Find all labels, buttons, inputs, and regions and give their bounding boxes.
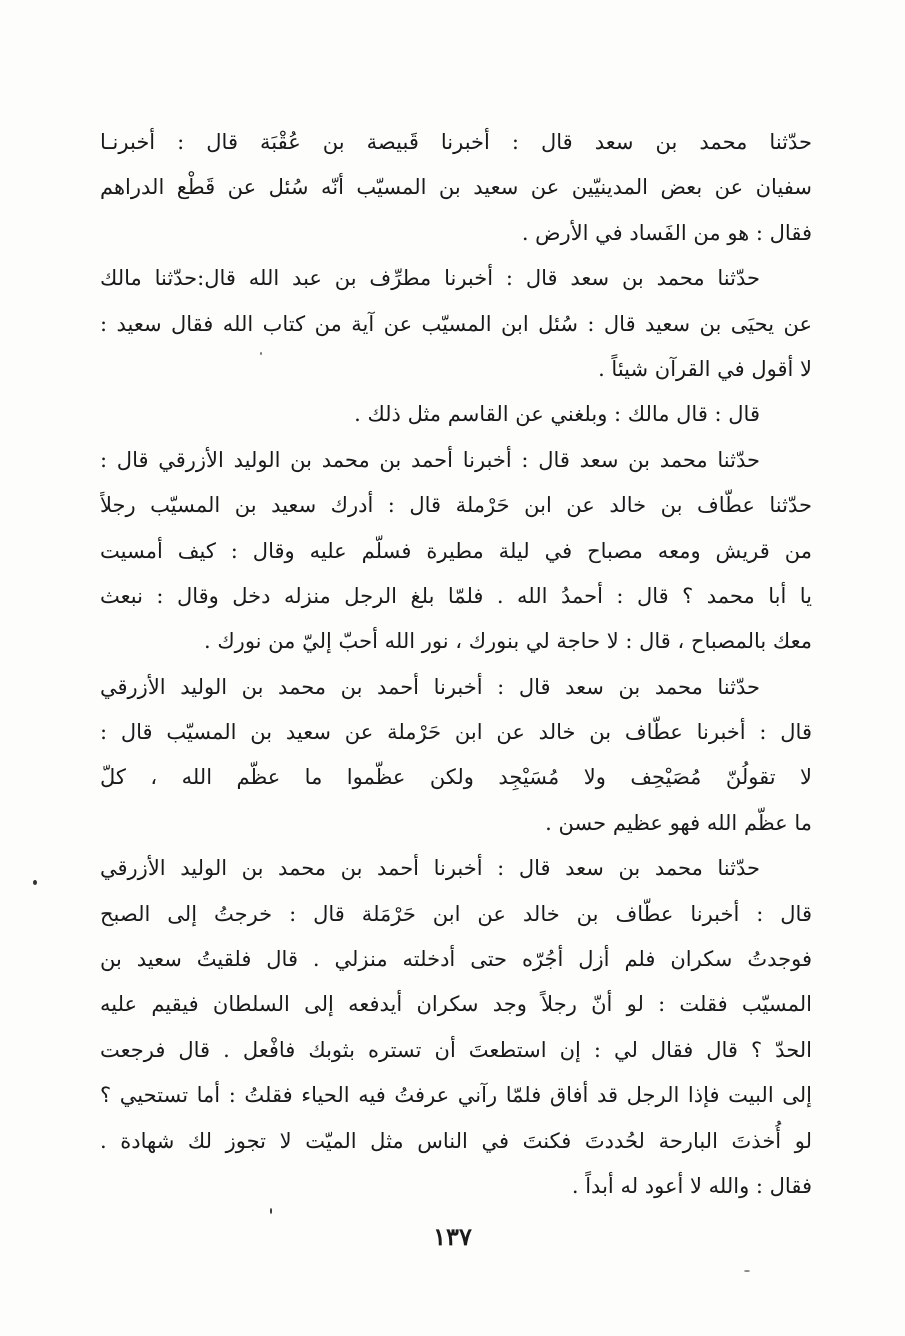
text-line: حدّثنا عطّاف بن خالد عن ابن حَرْملة قال : أدرك سعيد بن المسيّب رجلاً xyxy=(100,493,812,518)
text-line: لا أقول في القرآن شيئاً . xyxy=(598,356,812,381)
text-line: قال : أخبرنا عطّاف بن خالد عن ابن حَرْملة عن سعيد بن المسيّب قال : xyxy=(100,720,812,745)
text-line: لا تقولُنّ مُصَيْحِف ولا مُسَيْجِد ولكن عظّموا ما عظّم الله ، كلّ xyxy=(100,765,812,790)
text-line: معك بالمصباح ، قال : لا حاجة لي بنورك ، نور الله أحبّ إليّ من نورك . xyxy=(204,629,812,654)
text-line: عن يحيَى بن سعيد قال : سُئل ابن المسيّب عن آية من كتاب الله فقال سعيد : xyxy=(100,311,812,336)
text-line: ما عظّم الله فهو عظيم حسن . xyxy=(545,810,812,835)
text-line: حدّثنا محمد بن سعد قال : أخبرنا أحمد بن محمد بن الوليد الأزرقي قال : xyxy=(100,447,760,472)
text-line: قال : أخبرنا عطّاف بن خالد عن ابن حَرْمَلة قال : خرجتُ إلى الصبح xyxy=(100,901,812,926)
text-line: سفيان عن بعض المدينيّين عن سعيد بن المسيّب أنّه سُئل عن قَطْع الدراهم xyxy=(100,175,812,200)
text-line: فقال : هو من الفَساد في الأرض . xyxy=(521,220,812,245)
text-line: يا أبا محمد ؟ قال : أحمدُ الله . فلمّا بلغ الرجل منزله دخل وقال : نبعث xyxy=(100,583,812,608)
scan-speck xyxy=(260,352,262,355)
scan-speck xyxy=(33,880,37,885)
text-line: إلى البيت فإذا الرجل قد أفاق فلمّا رآني عرفتُ فيه الحياء فقلتُ : أما تستحيي ؟ xyxy=(100,1083,812,1108)
text-line: حدّثنا محمد بن سعد قال : أخبرنا قَبيصة بن عُقْبَة قال : أخبرنـا xyxy=(100,130,812,154)
text-line: المسيّب فقلت : لو أنّ رجلاً وجد سكران أيدفعه إلى السلطان فيقيم عليه xyxy=(100,992,812,1017)
scan-speck xyxy=(744,1270,750,1272)
text-line: فقال : والله لا أعود له أبداً . xyxy=(571,1173,812,1198)
text-line: لو أُخذتَ البارحة لحُددتَ فكنتَ في الناس مثل الميّت لا تجوز لك شهادة . xyxy=(100,1128,812,1153)
text-line: قال : قال مالك : وبلغني عن القاسم مثل ذلك . xyxy=(354,402,760,427)
body-text xyxy=(100,120,812,1209)
scan-speck xyxy=(270,1208,272,1214)
text-line: فوجدتُ سكران فلم أزل أجُرّه حتى أدخلته منزلي . قال فلقيتُ سعيد بن xyxy=(100,947,812,972)
text-line: حدّثنا محمد بن سعد قال : أخبرنا مطرِّف بن عبد الله قال:حدّثنا مالك xyxy=(100,266,760,291)
text-line: حدّثنا محمد بن سعد قال : أخبرنا أحمد بن محمد بن الوليد الأزرقي xyxy=(100,674,760,699)
page-number: ١٣٧ xyxy=(433,1222,472,1251)
text-line: الحدّ ؟ قال فقال لي : إن استطعتَ أن تستره بثوبك فافْعل . قال فرجعت xyxy=(100,1037,812,1062)
text-line: من قريش ومعه مصباح في ليلة مطيرة فسلّم عليه وقال : كيف أمسيت xyxy=(100,538,812,563)
text-line: حدّثنا محمد بن سعد قال : أخبرنا أحمد بن محمد بن الوليد الأزرقي xyxy=(100,856,760,881)
